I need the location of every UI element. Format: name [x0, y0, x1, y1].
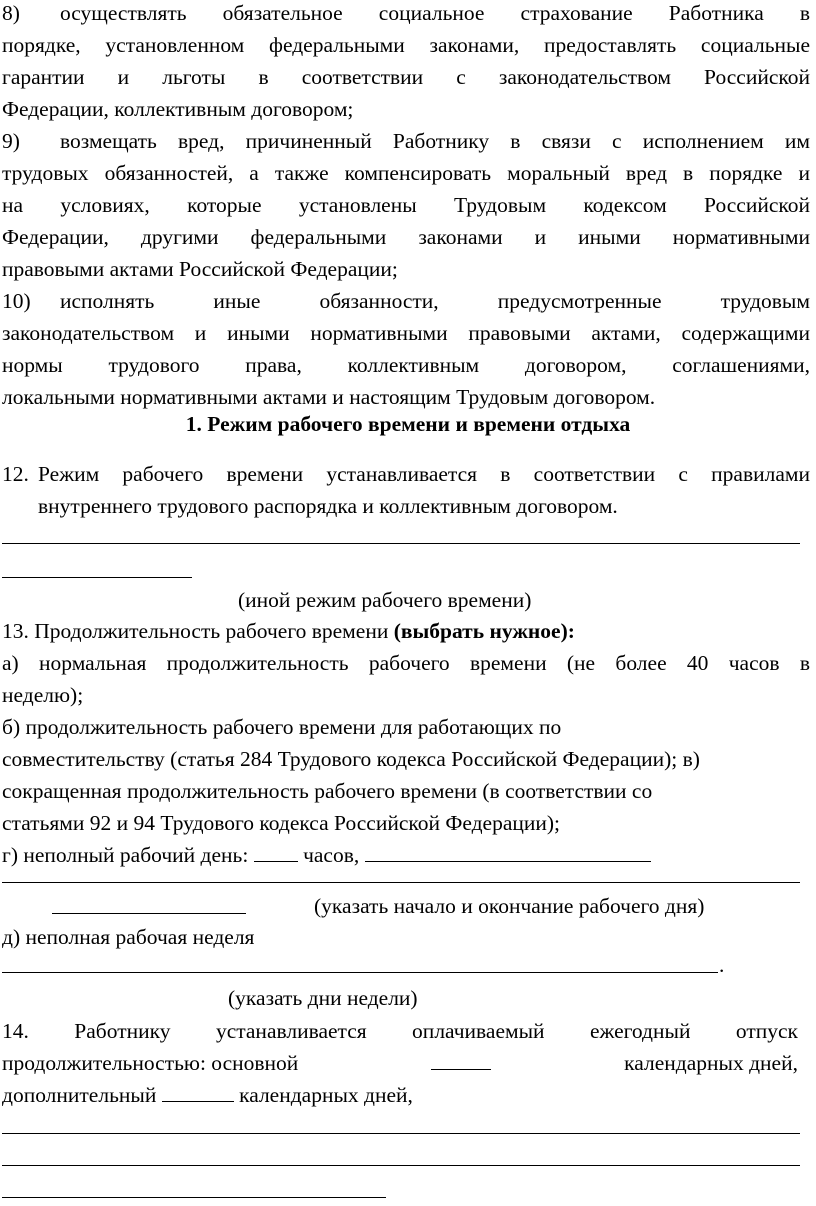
p12-caption: (иной режим рабочего времени): [238, 588, 532, 612]
p12-line-1: Режим рабочего времени устанавливается в соответствии с правилами: [38, 462, 810, 486]
item-8-line-1: 8) осуществлять обязательное социальное страхование Работника в: [2, 0, 810, 29]
item-10-number: 10): [2, 289, 31, 313]
p12-number: 12.: [2, 462, 29, 486]
work-day-blank-2[interactable]: [2, 882, 800, 883]
p14-blank-line-2[interactable]: [2, 1165, 800, 1166]
item-8-line-3: гарантии и льготы в соответствии с законодательством Российской: [2, 65, 810, 89]
p13-b-line-2: совместительству (статья 284 Трудового кодекса Российской Федерации); в): [2, 747, 700, 771]
item-10-line-2: законодательством и иными нормативными правовыми актами, содержащими: [2, 321, 810, 345]
item-10-line-1: 10) исполнять иные обязанности, предусмотренные трудовым: [2, 286, 810, 317]
item-9-line-5: правовыми актами Российской Федерации;: [2, 257, 398, 281]
work-day-blank-1[interactable]: [365, 843, 651, 862]
p13-a-line-1: а) нормальная продолжительность рабочего времени (не более 40 часов в: [2, 651, 810, 675]
p14-line-3: дополнительный календарных дней,: [2, 1083, 413, 1107]
item-9-line-4: Федерации, другими федеральными законами и иными нормативными: [2, 225, 810, 249]
p14-blank-line-3[interactable]: [2, 1197, 386, 1198]
p12-line-2: внутреннего трудового распорядка и коллективным договором.: [38, 494, 618, 518]
p13-b-line-4: статьями 92 и 94 Трудового кодекса Российской Федерации);: [2, 811, 561, 835]
p13-b-line-3: сокращенная продолжительность рабочего времени (в соответствии со: [2, 779, 653, 803]
p14-line-2: продолжительностью: основной календарных дней,: [2, 1051, 798, 1075]
p13-d-period: .: [719, 953, 725, 977]
hours-blank[interactable]: [254, 843, 298, 862]
extra-leave-days-blank[interactable]: [162, 1083, 234, 1102]
week-days-blank[interactable]: [2, 972, 718, 973]
p12-blank-line-1[interactable]: [2, 543, 800, 544]
item-8-line-4: Федерации, коллективным договором;: [2, 97, 354, 121]
p13-d-caption: (указать дни недели): [228, 986, 418, 1010]
item-10-line-3: нормы трудового права, коллективным договором, соглашениями,: [2, 353, 810, 377]
p14-blank-line-1[interactable]: [2, 1133, 800, 1134]
p13-a-line-2: неделю);: [2, 683, 84, 707]
p13-g-caption: (указать начало и окончание рабочего дня): [314, 894, 705, 918]
item-9-number: 9): [2, 129, 20, 153]
p12-blank-line-2[interactable]: [2, 577, 192, 578]
item-9-line-1: 9) возмещать вред, причиненный Работнику в связи с исполнением им: [2, 126, 810, 157]
item-8-line-2: порядке, установленном федеральными законами, предоставлять социальные: [2, 33, 810, 57]
section-heading: 1. Режим рабочего времени и времени отдыха: [185, 412, 631, 436]
p13-d-line: д) неполная рабочая неделя: [2, 925, 255, 949]
main-leave-days-blank[interactable]: [431, 1051, 491, 1070]
p14-line-1: 14. Работнику устанавливается оплачиваемый ежегодный отпуск: [2, 1019, 798, 1043]
p13-b-line-1: б) продолжительность рабочего времени для работающих по: [2, 715, 562, 739]
item-10-line-4: локальными нормативными актами и настоящим Трудовым договором.: [2, 385, 656, 409]
item-9-line-3: на условиях, которые установлены Трудовым кодексом Российской: [2, 193, 810, 217]
work-day-blank-3[interactable]: [52, 913, 246, 914]
p13-intro-bold: (выбрать нужное):: [393, 619, 575, 643]
p13-g-line: г) неполный рабочий день: часов,: [2, 840, 651, 871]
p13-intro: 13. Продолжительность рабочего времени (выбрать нужное):: [2, 619, 575, 643]
item-8-number: 8): [2, 1, 20, 25]
item-9-line-2: трудовых обязанностей, а также компенсировать моральный вред в порядке и: [2, 161, 810, 185]
